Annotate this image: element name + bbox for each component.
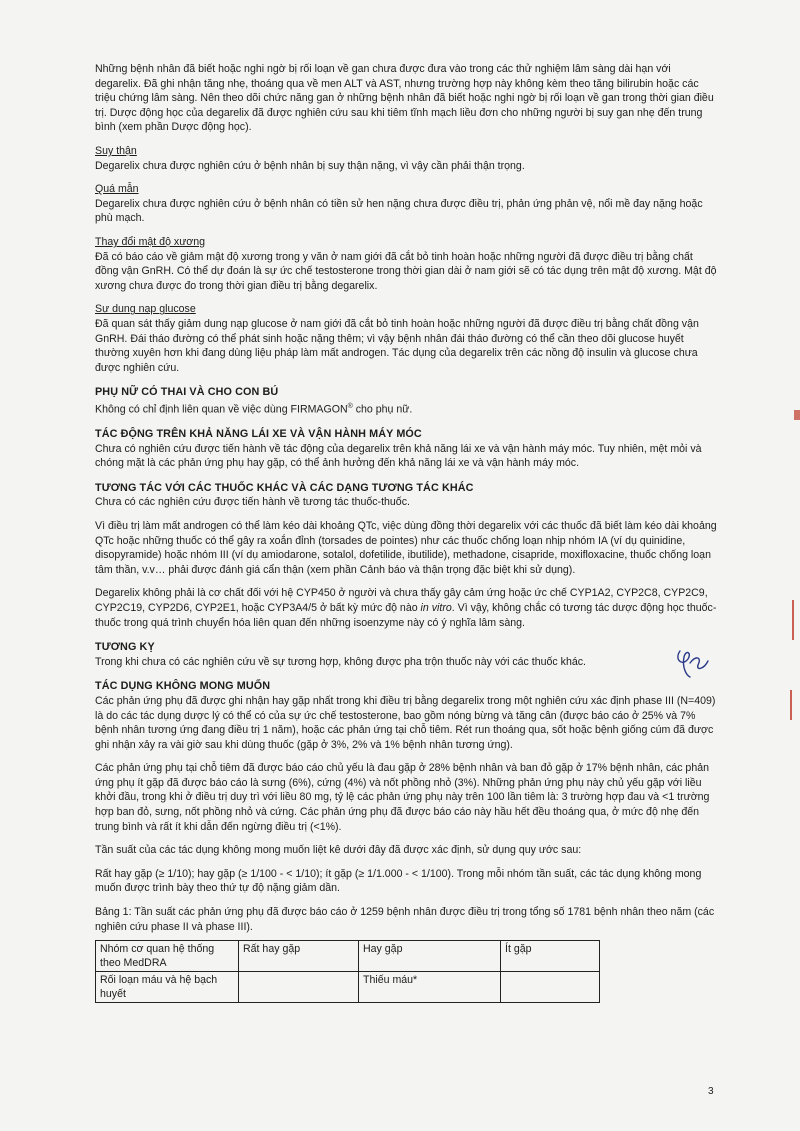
paragraph-driving: Chưa có nghiên cứu được tiến hành về tác động của degarelix trên khả năng lái xe và vận hành máy móc. Tuy nhiên, mệt mỏi và chóng mặt là các phản ứng phụ hay gặp, có thể ảnh hưởng đến khả năng lái xe và vận hành máy móc.: [95, 442, 702, 470]
table-cell: Rối loạn máu và hệ bạch huyết: [96, 972, 239, 1003]
interactions-3-text-a: Degarelix không phải là cơ chất đối với hệ CYP450 ở người và chưa thấy gây cảm ứng hoặc ức chế CYP1A2, CYP2C8, CYP2C9, CYP2C19, CYP2D6, CYP2E1, hoặc CYP3A4/5 ở bất kỳ mức độ nào: [95, 587, 708, 614]
handwritten-signature: [672, 645, 712, 681]
registered-mark: ®: [347, 402, 353, 410]
stamp-fragment: [792, 600, 800, 640]
pregnancy-text-b: cho phụ nữ.: [352, 403, 413, 416]
stamp-fragment: [790, 690, 800, 720]
subheading-renal: Suy thận: [95, 144, 137, 157]
table-header-cell: Rất hay gặp: [239, 941, 359, 972]
table-caption: Bảng 1: Tần suất các phản ứng phụ đã được báo cáo ở 1259 bệnh nhân được điều trị trong tổng số 1781 bệnh nhân theo năm (các nghiên cứu phase II và phase III).: [95, 906, 715, 933]
stamp-fragment: [794, 410, 800, 420]
paragraph-hypersensitivity: Degarelix chưa được nghiên cứu ở bệnh nhân có tiền sử hen nặng chưa được điều trị, phản ứng phản vệ, nổi mề đay nặng hoặc phù mạch.: [95, 197, 703, 225]
adverse-reactions-table: [95, 940, 600, 1003]
paragraph-bone-density: Đã có báo cáo về giảm mật độ xương trong y văn ở nam giới đã cắt bỏ tinh hoàn hoặc những người đã được điều trị bằng chất đồng vận GnRH. Có thể dự đoán là sự ức chế testosterone trong thời gian dài ở nam giới sẽ có tác dụng trên mật độ xương. Mật độ xương chưa được đo trong thời gian điều trị bằng degarelix.: [95, 250, 717, 292]
subheading-hypersensitivity: Quá mẫn: [95, 183, 139, 196]
in-vitro-italic: in vitro: [420, 601, 452, 614]
paragraph-interactions-1: Chưa có các nghiên cứu được tiến hành về tương tác thuốc-thuốc.: [95, 496, 410, 509]
table-header-cell: Ít gặp: [501, 941, 600, 972]
heading-adverse-effects: TÁC DỤNG KHÔNG MONG MUỐN: [95, 680, 271, 693]
paragraph-incompatibilities: Trong khi chưa có các nghiên cứu về sự tương hợp, không được pha trộn thuốc này với các thuốc khác.: [95, 655, 586, 668]
subheading-glucose: Sự dung nạp glucose: [95, 303, 196, 316]
heading-incompatibilities: TƯƠNG KỴ: [95, 641, 155, 654]
table-header-cell: Hay gặp: [359, 941, 501, 972]
table-cell: [239, 972, 359, 1003]
table-cell: [501, 972, 600, 1003]
paragraph-interactions-2: Vì điều trị làm mất androgen có thể làm kéo dài khoảng QTc, việc dùng đồng thời degarelix với các thuốc đã biết làm kéo dài khoảng QTc hoặc những thuốc có thể gây ra xoắn đỉnh (torsades de pointes) như các thuốc chống loạn nhịp nhóm IA (ví dụ quinidine, disopyramide) hoặc nhóm III (ví dụ amiodarone, sotalol, dofetilide, ibutilide), methadone, cisapride, moxifloxacine, thuốc chống loạn tâm thần, v.v… phải được đánh giá cẩn thận (xem phần Cảnh báo và thận trọng đặc biệt khi sử dụng).: [95, 519, 717, 576]
paragraph-adverse-3: Tần suất của các tác dụng không mong muốn liệt kê dưới đây đã được xác định, sử dụng quy ước sau:: [95, 844, 582, 857]
paragraph-pregnancy: [95, 400, 717, 417]
paragraph-renal: Degarelix chưa được nghiên cứu ở bệnh nhân bị suy thận nặng, vì vậy cần phải thận trọng.: [95, 159, 525, 172]
table-header-row: [96, 941, 600, 972]
interactions-3-text-b: . Vì vậy, không chắc có tương tác dược động học thuốc-thuốc trong quá trình chuyển hóa liên quan đến những isoenzyme này có ý nghĩa lâm sàng.: [95, 601, 717, 629]
paragraph-adverse-4: Rất hay gặp (≥ 1/10); hay gặp (≥ 1/100 - < 1/10); ít gặp (≥ 1/1.000 - < 1/100). Trong mỗi nhóm tần suất, các tác dụng không mong muốn được trình bày theo thứ tự độ nặng giảm dần.: [95, 867, 702, 895]
heading-pregnancy: PHỤ NỮ CÓ THAI VÀ CHO CON BÚ: [95, 386, 279, 399]
pregnancy-text-a: Không có chỉ định liên quan về việc dùng FIRMAGON: [95, 403, 348, 416]
paragraph-glucose: Đã quan sát thấy giảm dung nạp glucose ở nam giới đã cắt bỏ tinh hoàn hoặc những người đã được điều trị bằng chất đồng vận GnRH. Đái tháo đường có thể phát sinh hoặc nặng thêm; vì vậy bệnh nhân đái tháo đường có thể cần theo dõi glucose huyết thường xuyên hơn khi đang dùng liệu pháp làm mất androgen. Tác dụng của degarelix trên các nồng độ insulin và glucose chưa được nghiên cứu.: [95, 317, 699, 374]
table-cell: Thiếu máu*: [359, 972, 501, 1003]
paragraph-adverse-1: Các phản ứng phụ đã được ghi nhận hay gặp nhất trong khi điều trị bằng degarelix trong một nghiên cứu xác định phase III (N=409) là do các tác dụng dược lý có thể có của sự ức chế testosterone, bao gồm nóng bừng và tăng cân (được báo cáo ở 25% và 7% bệnh nhân tương ứng đang điều trị 1 năm), hoặc các phản ứng tại chỗ tiêm. Rét run thoáng qua, sốt hoặc bệnh giống cúm đã được ghi nhận xảy ra vài giờ sau khi dùng thuốc (gặp ở 3%, 2% và 1% bệnh nhân tương ứng).: [95, 694, 716, 751]
paragraph-interactions-3: [95, 586, 717, 630]
paragraph-liver: Những bệnh nhân đã biết hoặc nghi ngờ bị rối loạn về gan chưa được đưa vào trong các thử nghiệm lâm sàng dài hạn với degarelix. Đã ghi nhận tăng nhẹ, thoáng qua về men ALT và AST, nhưng trường hợp này không kèm theo tăng bilirubin hoặc các triệu chứng lâm sàng. Nên theo dõi chức năng gan ở những bệnh nhân đã biết hoặc nghi ngờ bị rối loạn về gan trong thời gian điều trị. Dược động học của degarelix đã được nghiên cứu sau khi tiêm tĩnh mạch liều đơn cho những người bị suy gan nhẹ đến trung bình (xem phần Dược động học).: [95, 63, 714, 134]
page-number: 3: [708, 1086, 714, 1097]
subheading-bone-density: Thay đổi mật độ xương: [95, 235, 206, 248]
table-header-cell: Nhóm cơ quan hệ thống theo MedDRA: [96, 941, 239, 972]
paragraph-adverse-2: Các phản ứng phụ tại chỗ tiêm đã được báo cáo chủ yếu là đau gặp ở 28% bệnh nhân và ban đỏ gặp ở 17% bệnh nhân, các phản ứng phụ ít gặp đã được báo cáo là sưng (6%), cứng (4%) và nốt phồng nhỏ (3%). Những phản ứng phụ này chủ yếu gặp với liều khởi đầu, trong khi ở điều trị duy trì với liều 80 mg, tỷ lệ các phản ứng phụ này trên 100 lần tiêm là: 3 trường hợp đau và <1 trường hợp ban đỏ, sưng, nốt phồng nhỏ và cứng. Các phản ứng phụ đã được báo cáo này hầu hết đều thoáng qua, ở mức độ nhẹ đến trung bình và rất ít khi dẫn đến ngừng điều trị (<1%).: [95, 762, 710, 833]
table-row: [96, 972, 600, 1003]
heading-driving: TÁC ĐỘNG TRÊN KHẢ NĂNG LÁI XE VÀ VẬN HÀNH MÁY MÓC: [95, 428, 422, 440]
document-body: [95, 62, 717, 1003]
heading-interactions: TƯƠNG TÁC VỚI CÁC THUỐC KHÁC VÀ CÁC DẠNG TƯƠNG TÁC KHÁC: [95, 481, 474, 494]
